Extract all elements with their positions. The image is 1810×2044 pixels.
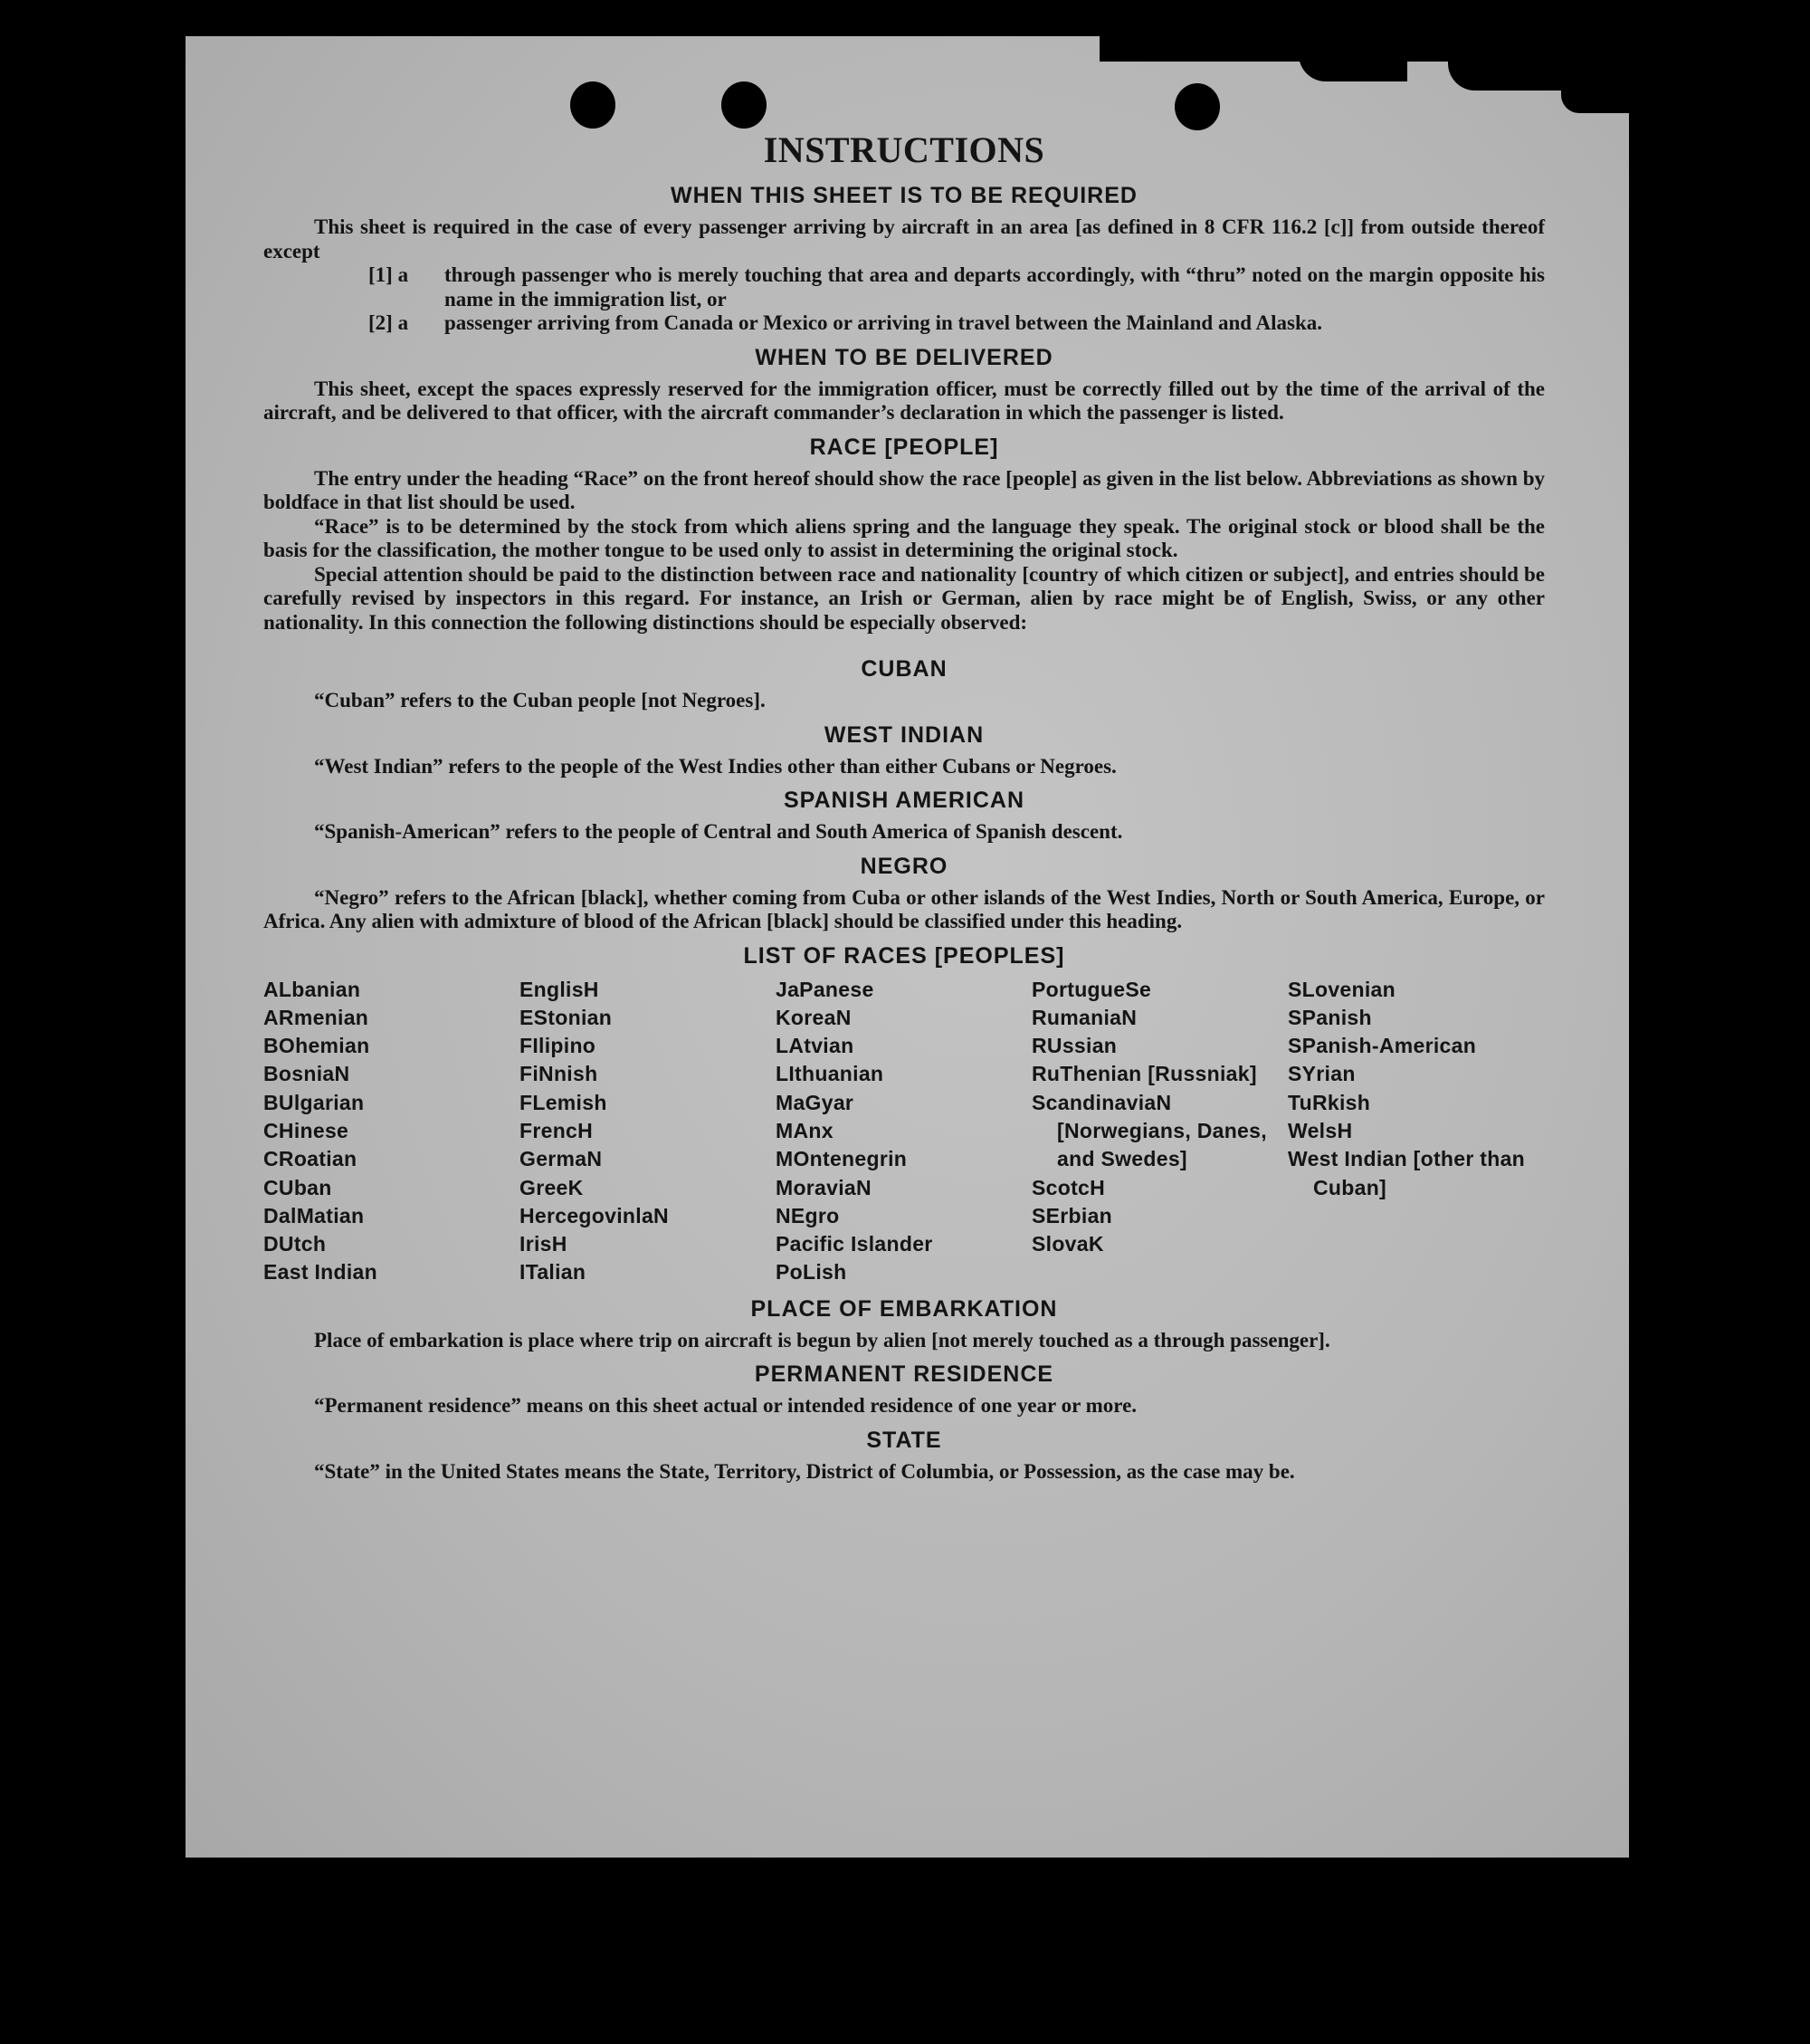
race-table <box>263 976 1545 1287</box>
section-heading: SPANISH AMERICAN <box>783 788 1024 813</box>
race-entry: FIlipino <box>519 1034 596 1058</box>
exception-text: passenger arriving from Canada or Mexico or arriving in travel between the Mainland and Alaska. <box>444 311 1323 334</box>
race-entry: ARmenian <box>263 1005 369 1029</box>
section-heading: LIST OF RACES [PEOPLES] <box>743 942 1065 969</box>
section-heading: PLACE OF EMBARKATION <box>750 1295 1058 1322</box>
race-entry: GreeK <box>519 1175 584 1199</box>
race-entry: GermaN <box>519 1147 603 1171</box>
section-spanish-american <box>263 784 1545 845</box>
race-entry: EnglisH <box>519 977 599 1001</box>
torn-edge <box>1561 81 1629 113</box>
race-entry: East Indian <box>263 1260 377 1285</box>
spacer <box>263 635 1545 647</box>
section-heading: RACE [PEOPLE] <box>809 434 999 460</box>
section-paragraph: Special attention should be paid to the distinction between race and nationality [country of which citizen or subject], and entries should be carefully revised by inspectors in this regard. For instance, an Irish or German, alien by race might be of English, Swiss, or any other nationality. In this connection the following distinctions should be especially observed: <box>263 562 1545 634</box>
race-entry: CRoatian <box>263 1147 357 1171</box>
section-when-required <box>263 179 1545 336</box>
race-entry: DUtch <box>263 1232 327 1256</box>
section-heading: STATE <box>866 1427 942 1453</box>
race-entry: SLovenian <box>1288 977 1396 1001</box>
race-entry: BosniaN <box>263 1062 350 1086</box>
race-entry: ScandinaviaN [Norwegians, Danes, and Swedes] <box>1032 1090 1267 1171</box>
exception-number: [1] a <box>368 263 409 286</box>
race-entry: RUssian <box>1032 1034 1118 1058</box>
section-paragraph: The entry under the heading “Race” on the front hereof should show the race [people] as given in the list below. Abbreviations as shown by boldface in that list should be used. <box>263 466 1545 513</box>
torn-edge <box>1299 54 1407 81</box>
punch-hole-center <box>721 81 767 129</box>
race-entry: ScotcH <box>1032 1175 1106 1199</box>
section-paragraph: “State” in the United States means the State, Territory, District of Columbia, or Possession, as the case may be. <box>314 1459 1295 1483</box>
race-entry: BUlgarian <box>263 1090 365 1114</box>
race-entry: MoraviaN <box>776 1175 872 1199</box>
race-entry: SYrian <box>1288 1062 1356 1086</box>
race-entry: SPanish <box>1288 1005 1372 1029</box>
section-paragraph: “Permanent residence” means on this sheet actual or intended residence of one year or more. <box>314 1394 1138 1418</box>
section-paragraph: “Spanish-American” refers to the people of Central and South America of Spanish descent. <box>314 820 1123 843</box>
document-content <box>263 127 1545 1484</box>
section-permanent-residence <box>263 1358 1545 1418</box>
race-entry: EStonian <box>519 1005 613 1029</box>
race-entry: IrisH <box>519 1232 567 1256</box>
section-heading: NEGRO <box>860 853 948 879</box>
section-race <box>263 431 1545 635</box>
race-entry: ALbanian <box>263 977 361 1001</box>
race-column <box>776 976 1032 1287</box>
exception-text: through passenger who is merely touching that area and departs accordingly, with “thru” noted on the margin opposite his name in the immigration list, or <box>444 263 1545 310</box>
race-entry: RumaniaN <box>1032 1005 1138 1029</box>
race-entry: ITalian <box>519 1260 586 1285</box>
race-entry: Pacific Islander <box>776 1232 933 1256</box>
race-entry: SPanish-American <box>1288 1034 1477 1058</box>
section-heading: CUBAN <box>861 656 948 682</box>
race-entry: MAnx <box>776 1118 834 1142</box>
punch-hole-right <box>1175 83 1220 130</box>
section-paragraph: Place of embarkation is place where trip on aircraft is begun by alien [not merely touched as a through passenger]. <box>314 1328 1330 1352</box>
exception-item <box>368 311 1545 336</box>
race-entry: JaPanese <box>776 977 874 1001</box>
section-paragraph: “West Indian” refers to the people of the West Indies other than either Cubans or Negroes. <box>314 754 1117 778</box>
race-entry: SlovaK <box>1032 1232 1104 1256</box>
race-entry: MOntenegrin <box>776 1147 908 1171</box>
section-heading: WEST INDIAN <box>824 721 985 748</box>
section-heading: WHEN TO BE DELIVERED <box>755 344 1053 370</box>
race-entry: PortugueSe <box>1032 977 1152 1001</box>
race-entry: RuThenian [Russniak] <box>1032 1062 1257 1086</box>
race-column <box>519 976 776 1287</box>
exception-number: [2] a <box>368 311 409 334</box>
race-entry: FrencH <box>519 1118 594 1142</box>
section-paragraph: This sheet, except the spaces expressly reserved for the immigration officer, must be correctly filled out by the time of the arrival of the aircraft, and be delivered to that officer, with the aircraft commander’s declaration in which the passenger is listed. <box>263 377 1545 424</box>
document-sheet <box>186 36 1629 1858</box>
race-entry: CUban <box>263 1175 332 1199</box>
race-column <box>263 976 519 1287</box>
race-entry: West Indian [other than Cuban] <box>1288 1147 1526 1199</box>
section-cuban <box>263 653 1545 713</box>
race-column <box>1288 976 1544 1287</box>
race-entry: BOhemian <box>263 1034 370 1058</box>
exception-item <box>368 263 1545 311</box>
race-entry: KoreaN <box>776 1005 852 1029</box>
document-title: INSTRUCTIONS <box>763 129 1045 170</box>
race-entry: CHinese <box>263 1118 349 1142</box>
race-entry: MaGyar <box>776 1090 854 1114</box>
section-paragraph: This sheet is required in the case of every passenger arriving by aircraft in an area [as defined in 8 CFR 116.2 [c]] from outside thereof except <box>263 215 1545 263</box>
race-entry: LIthuanian <box>776 1062 884 1086</box>
punch-hole-left <box>570 81 615 129</box>
race-entry: HercegovinlaN <box>519 1203 669 1227</box>
race-entry: NEgro <box>776 1203 840 1227</box>
race-entry: LAtvian <box>776 1034 854 1058</box>
race-entry: PoLish <box>776 1260 847 1285</box>
race-entry: SErbian <box>1032 1203 1113 1227</box>
race-entry: DalMatian <box>263 1203 365 1227</box>
section-west-indian <box>263 719 1545 779</box>
race-column <box>1032 976 1288 1287</box>
section-heading: WHEN THIS SHEET IS TO BE REQUIRED <box>671 183 1138 208</box>
section-paragraph: “Negro” refers to the African [black], whether coming from Cuba or other islands of the West Indies, North or South America, Europe, or Africa. Any alien with admixture of blood of the African [black] should be classified under this heading. <box>263 885 1545 932</box>
section-list-of-races <box>263 940 1545 1287</box>
race-entry: WelsH <box>1288 1118 1353 1142</box>
section-heading: PERMANENT RESIDENCE <box>754 1361 1054 1388</box>
section-state <box>263 1424 1545 1485</box>
race-entry: FLemish <box>519 1090 607 1114</box>
section-paragraph: “Cuban” refers to the Cuban people [not Negroes]. <box>314 689 766 712</box>
race-entry: FiNnish <box>519 1062 598 1086</box>
section-place-of-embarkation <box>263 1293 1545 1353</box>
race-entry: TuRkish <box>1288 1090 1371 1114</box>
section-paragraph: “Race” is to be determined by the stock from which aliens spring and the language they speak. The original stock or blood shall be the basis for the classification, the mother tongue to be used only to assist in determining the original stock. <box>263 514 1545 561</box>
section-when-delivered <box>263 341 1545 425</box>
exception-list <box>368 263 1545 336</box>
section-negro <box>263 850 1545 934</box>
